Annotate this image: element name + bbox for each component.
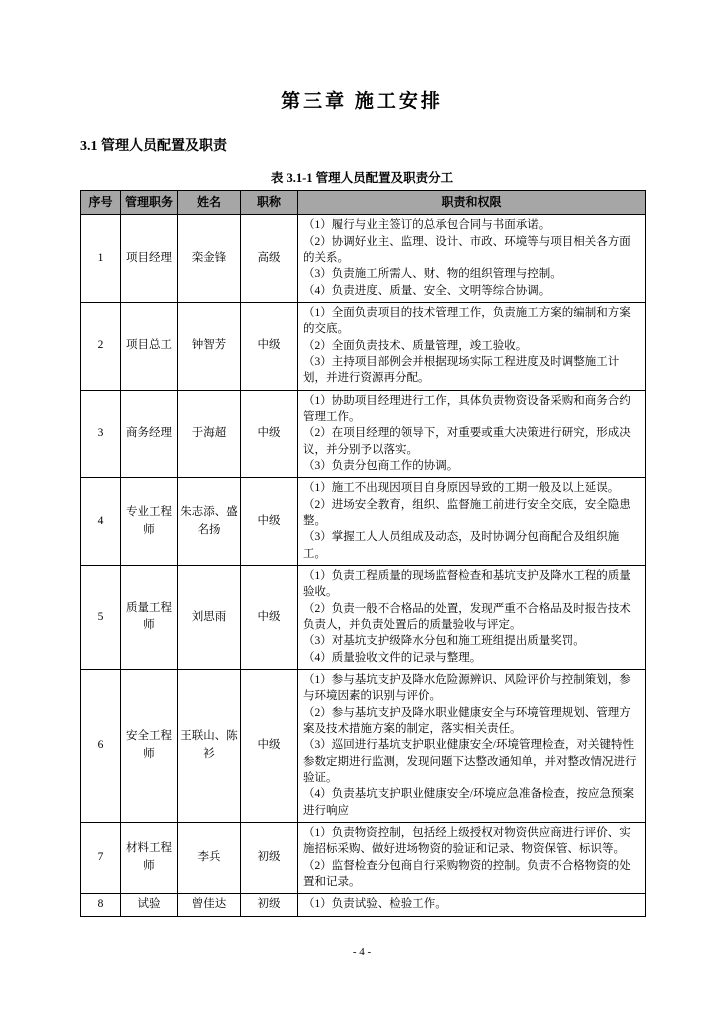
cell-position: 商务经理 [121,390,178,478]
table-row [81,822,646,893]
cell-position: 材料工程师 [121,822,178,893]
duty-item: （2）全面负责技术、质量管理，竣工验收。 [303,339,528,352]
table-row [81,390,646,478]
table-row [81,894,646,917]
cell-position: 试验 [121,894,178,917]
duty-item: （2）进场安全教育，组织、监督施工前进行安全交底，安全隐患整。 [303,498,631,527]
cell-title: 中级 [241,565,298,669]
cell-duties [298,303,646,391]
duty-item: （2）监督检查分包商自行采购物资的控制。负责不合格物资的处置和记录。 [303,859,631,888]
duty-item: （1）全面负责项目的技术管理工作，负责施工方案的编制和方案的交底。 [303,307,631,336]
cell-position: 专业工程师 [121,478,178,566]
duty-item: （3）巡回进行基坑支护职业健康安全/环境管理检查，对关键特性参数定期进行监测，发现问题下达整改通知单，并对整改情况进行验证。 [303,739,637,784]
chapter-title: 第三章 施工安排 [281,91,443,112]
cell-no: 3 [81,390,121,478]
page-number: - 4 - [352,946,372,958]
cell-no: 4 [81,478,121,566]
duty-item: （1）负责物资控制，包括经上级授权对物资供应商进行评价、实施招标采购、做好进场物资的验证和记录、物资保管、标识等。 [303,826,631,856]
table-row [81,303,646,391]
cell-name: 王联山、陈衫 [178,669,241,822]
staff-table [80,190,646,917]
duty-item: （1）履行与业主签订的总承包合同与书面承诺。 [303,219,551,232]
duty-item: （1）参与基坑支护及降水危险源辨识、风险评价与控制策划，参与环境因素的识别与评价。 [303,673,631,703]
table-body [81,215,646,917]
cell-duties [298,215,646,303]
cell-name: 曾佳达 [178,894,241,917]
cell-title: 高级 [241,215,298,303]
table-row [81,478,646,566]
table-row [81,669,646,822]
duty-item: （2）负责一般不合格品的处置，发现严重不合格品及时报告技术负责人，并负责处置后的质量验收与评定。 [303,602,631,631]
cell-name: 于海超 [178,390,241,478]
table-caption: 表 3.1-1 管理人员配置及职责分工 [270,171,454,185]
duty-item: （3）对基坑支护级降水分包和施工班组提出质量奖罚。 [303,635,585,648]
cell-position: 项目总工 [121,303,178,391]
table-row [81,565,646,669]
cell-duties [298,390,646,478]
cell-duties [298,565,646,669]
cell-title: 初级 [241,822,298,893]
cell-name: 钟智芳 [178,303,241,391]
duty-item: （3）掌握工人人员组成及动态，及时协调分包商配合及组织施工。 [303,531,620,560]
cell-position: 安全工程师 [121,669,178,822]
cell-title: 中级 [241,390,298,478]
cell-name: 栾金锋 [178,215,241,303]
duty-item: （2）协调好业主、监理、设计、市政、环境等与项目相关各方面的关系。 [303,235,631,265]
cell-name: 朱志添、盛名扬 [178,478,241,566]
cell-position: 质量工程师 [121,565,178,669]
col-header-title: 职称 [241,191,298,215]
cell-no: 8 [81,894,121,917]
duty-item: （1）协助项目经理进行工作，具体负责物资设备采购和商务合约管理工作。 [303,394,631,423]
cell-duties [298,822,646,893]
cell-duties [298,669,646,822]
duty-item: （3）主持项目部例会并根据现场实际工程进度及时调整施工计划，并进行资源再分配。 [303,356,620,385]
cell-no: 1 [81,215,121,303]
col-header-name: 姓名 [178,191,241,215]
cell-position: 项目经理 [121,215,178,303]
cell-title: 中级 [241,478,298,566]
duty-item: （1）施工不出现因项目自身原因导致的工期一般及以上延误。 [303,482,620,495]
col-header-position: 管理职务 [121,191,178,215]
duty-item: （4）负责进度、质量、安全、文明等综合协调。 [303,284,551,297]
duty-item: （3）负责分包商工作的协调。 [303,459,459,472]
duty-item: （4）质量验收文件的记录与整理。 [303,651,482,664]
cell-no: 7 [81,822,121,893]
cell-no: 2 [81,303,121,391]
cell-title: 中级 [241,303,298,391]
cell-duties [298,478,646,566]
table-header-row [81,191,646,215]
table-row [81,215,646,303]
cell-title: 初级 [241,894,298,917]
duty-item: （1）负责试验、检验工作。 [303,898,447,911]
duty-item: （4）负责基坑支护职业健康安全/环境应急准备检查，按应急预案进行响应 [303,788,634,817]
cell-title: 中级 [241,669,298,822]
duty-item: （3）负责施工所需人、财、物的组织管理与控制。 [303,268,562,281]
cell-duties [298,894,646,917]
cell-no: 5 [81,565,121,669]
cell-no: 6 [81,669,121,822]
duty-item: （1）负责工程质量的现场监督检查和基坑支护及降水工程的质量验收。 [303,569,631,599]
cell-name: 李兵 [178,822,241,893]
col-header-duty: 职责和权限 [298,191,646,215]
duty-item: （2）参与基坑支护及降水职业健康安全与环境管理规划、管理方案及技术措施方案的制定，落实相关责任。 [303,706,631,735]
col-header-no: 序号 [81,191,121,215]
section-title: 3.1 管理人员配置及职责 [80,139,227,154]
duty-item: （2）在项目经理的领导下，对重要或重大决策进行研究，形成决议，并分别予以落实。 [303,427,631,456]
cell-name: 刘思雨 [178,565,241,669]
